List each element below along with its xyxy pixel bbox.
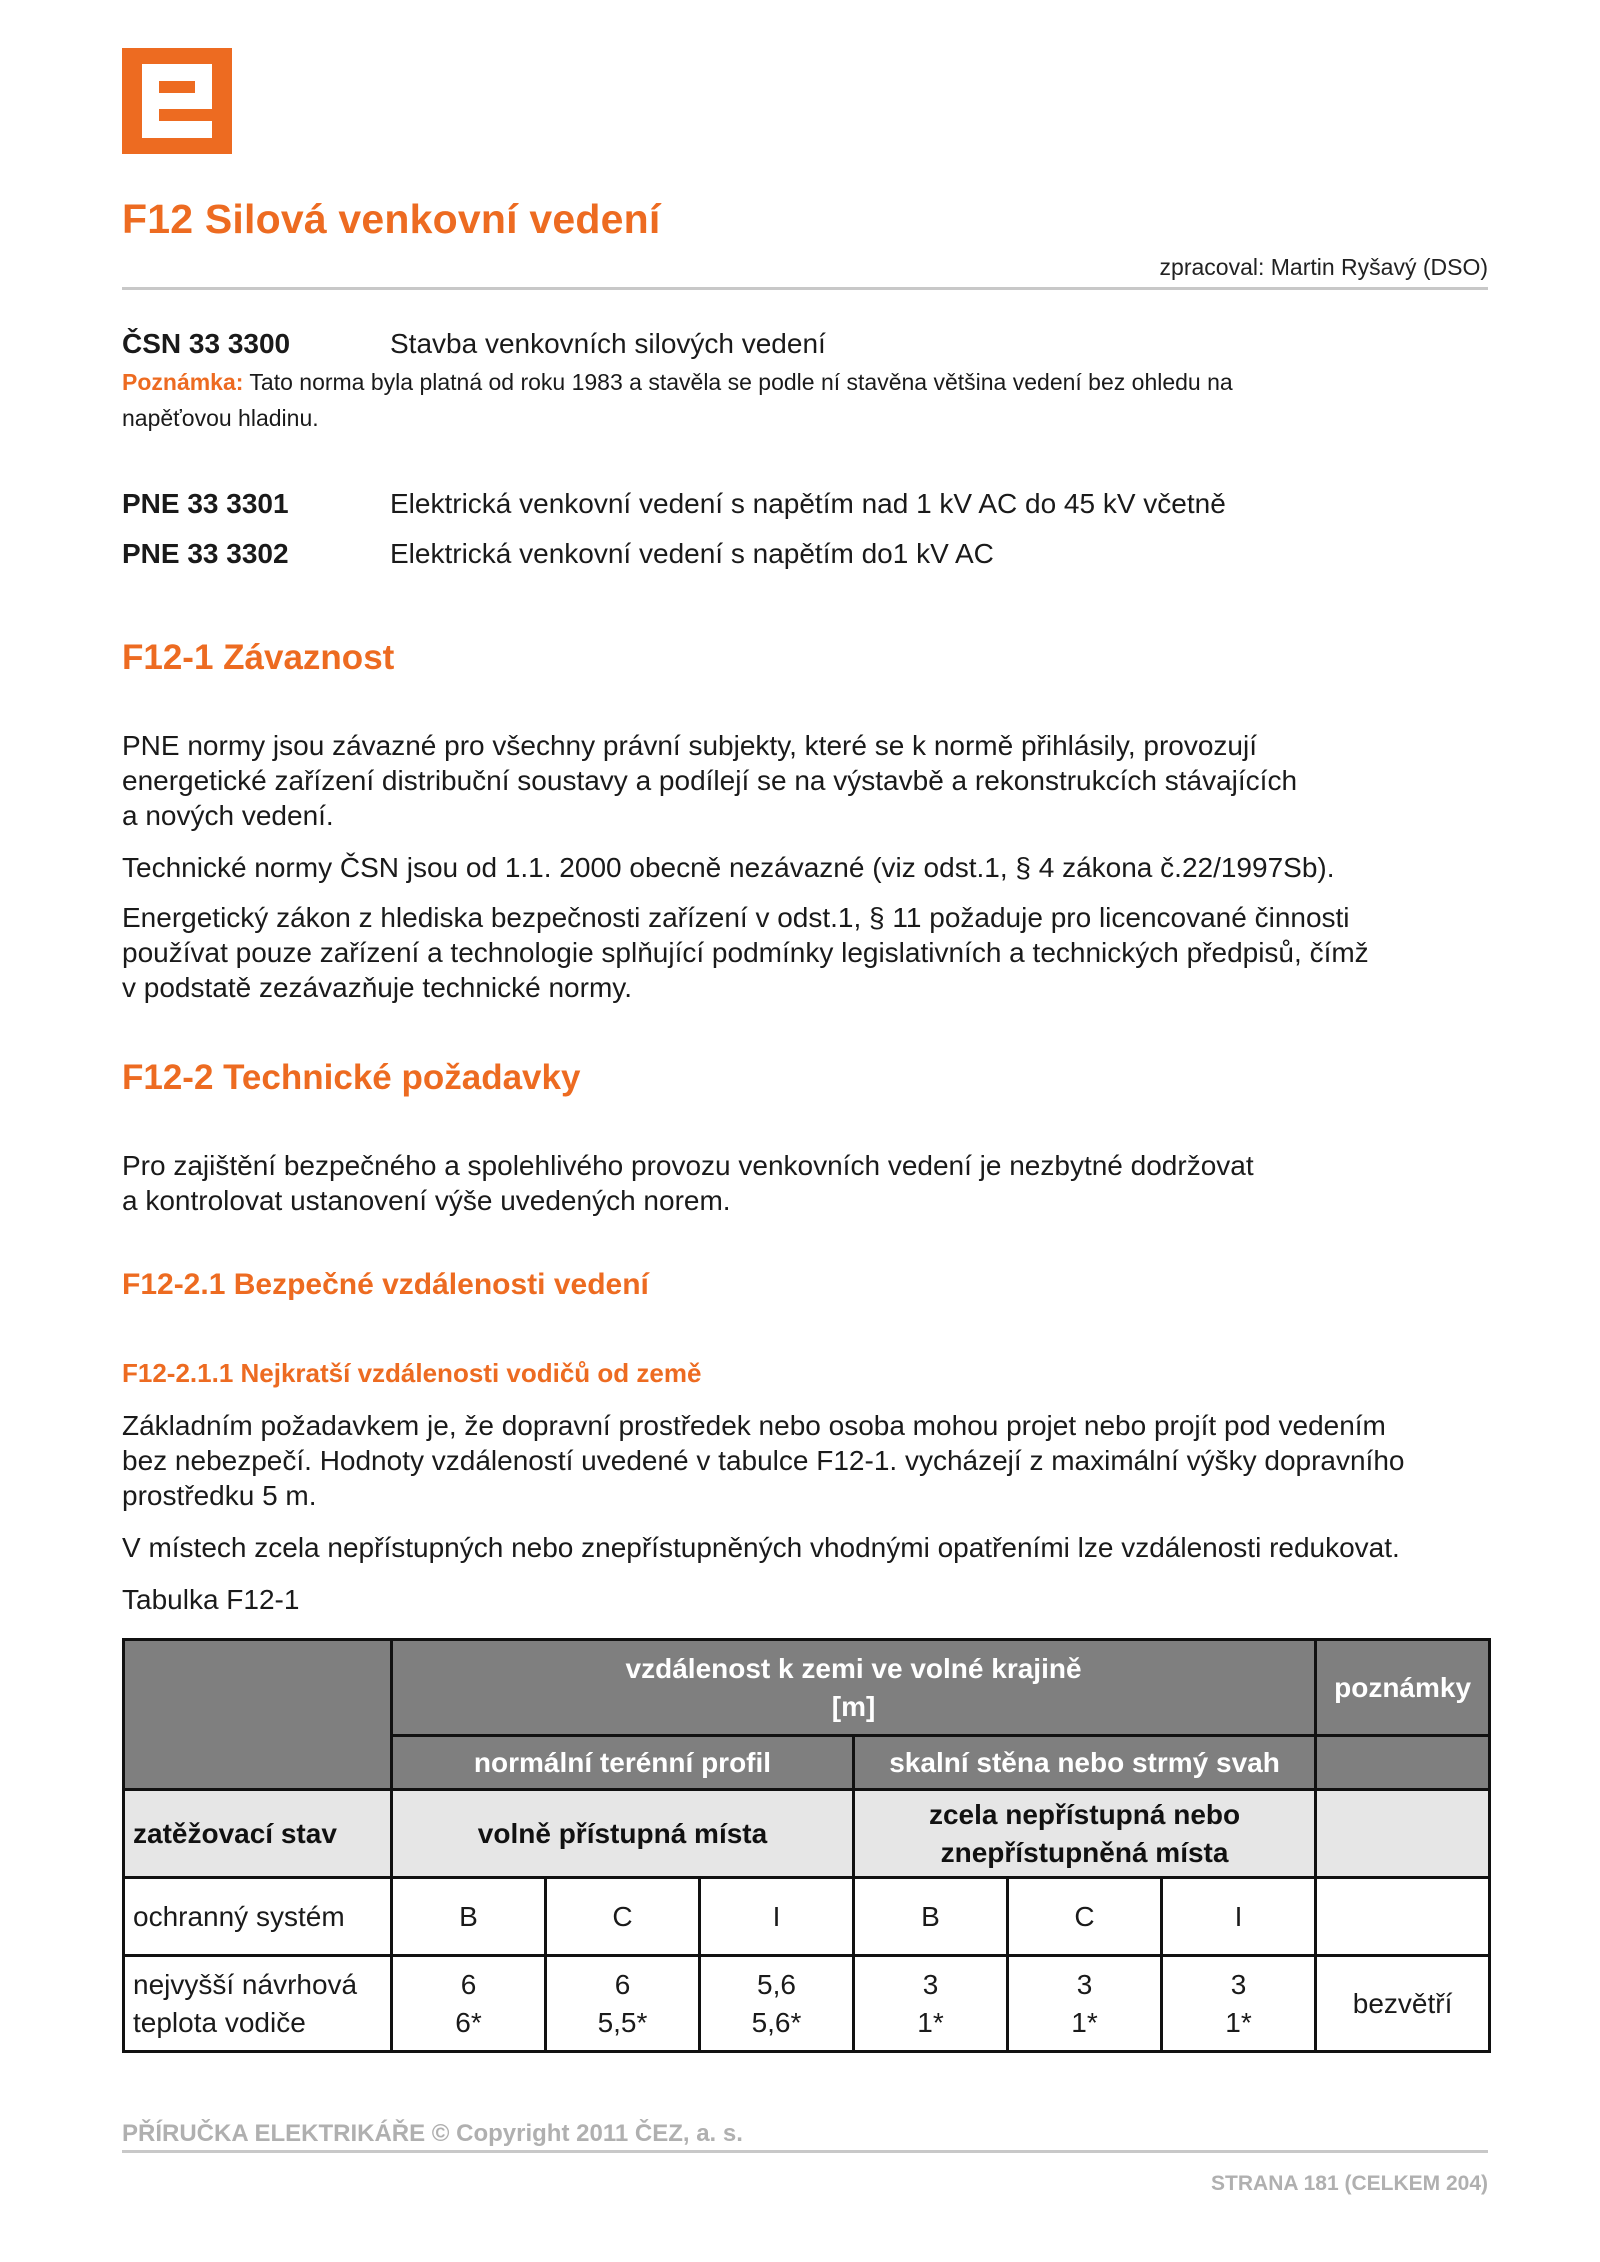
table-header-notes: poznámky: [1316, 1640, 1490, 1736]
table-cell: [1162, 1956, 1316, 2052]
section-heading-technicke-pozadavky: F12-2 Technické požadavky: [122, 1058, 581, 1097]
cell-value: 6*: [455, 2006, 482, 2038]
table-row-temperature: [124, 1956, 1490, 2052]
table-cell-note: bezvětří: [1316, 1956, 1490, 2052]
table-cell: [700, 1956, 854, 2052]
profile-normal: normální terénní profil: [392, 1736, 854, 1790]
table-corner-cell: [124, 1640, 392, 1790]
table-cell: [546, 1956, 700, 2052]
standard-name: Stavba venkovních silových vedení: [390, 328, 826, 359]
cell-value: 5,5*: [597, 2006, 648, 2038]
paragraph-line: a nových vedení.: [122, 800, 334, 831]
row-label-line: nejvyšší návrhová: [133, 1968, 358, 2000]
standard-name: Elektrická venkovní vedení s napětím nad 1 kV AC do 45 kV včetně: [390, 488, 1226, 519]
paragraph-line: v podstatě zezávazňuje technické normy.: [122, 972, 632, 1003]
paragraph: [122, 1530, 1502, 1565]
paragraph-line: bez nebezpečí. Hodnoty vzdáleností uvedené v tabulce F12-1. vycházejí z maximální výšky dopravního: [122, 1445, 1405, 1476]
footer-divider: [122, 2150, 1488, 2153]
page-title: F12 Silová venkovní vedení: [122, 196, 661, 242]
table-cell: B: [392, 1878, 546, 1956]
paragraph: [122, 1148, 1502, 1218]
notes-empty-cell: [1316, 1790, 1490, 1878]
table-cell: I: [1162, 1878, 1316, 1956]
author-line: zpracoval: Martin Ryšavý (DSO): [1159, 254, 1488, 280]
standard-code: ČSN 33 3300: [122, 328, 291, 359]
table-access-row: [124, 1790, 1490, 1878]
paragraph-line: Technické normy ČSN jsou od 1.1. 2000 obecně nezávazné (viz odst.1, § 4 zákona č.22/1997Sb).: [122, 852, 1335, 883]
header-divider: [122, 287, 1488, 290]
row-label: [124, 1956, 392, 2052]
standard-code: PNE 33 3302: [122, 538, 289, 569]
paragraph-line: Základním požadavkem je, že dopravní prostředek nebo osoba mohou projet nebo projít pod vedením: [122, 1410, 1386, 1441]
paragraph-line: a kontrolovat ustanovení výše uvedených norem.: [122, 1185, 731, 1216]
subsubsection-heading: F12-2.1.1 Nejkratší vzdálenosti vodičů od země: [122, 1358, 702, 1388]
cell-value: 5,6: [757, 1968, 796, 2000]
paragraph-line: prostředku 5 m.: [122, 1480, 317, 1511]
table-cell: C: [1008, 1878, 1162, 1956]
cell-value: 6: [614, 1968, 631, 2000]
table-cell: [392, 1956, 546, 2052]
access-closed-line: zcela nepřístupná nebo: [928, 1798, 1241, 1830]
access-free-cell: volně přístupná místa: [392, 1790, 854, 1878]
footer-copyright: PŘÍRUČKA ELEKTRIKÁŘE © Copyright 2011 ČEZ, a. s.: [122, 2120, 743, 2147]
paragraph-line: používat pouze zařízení a technologie splňující podmínky legislativních a technických předpisů, čímž: [122, 937, 1369, 968]
row-label: ochranný systém: [124, 1878, 392, 1956]
table-cell: [854, 1956, 1008, 2052]
section-heading-zavaznost: F12-1 Závaznost: [122, 638, 395, 677]
cell-value: 1*: [1225, 2006, 1252, 2038]
standard-name: Elektrická venkovní vedení s napětím do1 kV AC: [390, 538, 994, 569]
header-text: vzdálenost k zemi ve volné krajině: [625, 1652, 1082, 1684]
cell-value: 3: [1076, 1968, 1093, 2000]
cell-value: 5,6*: [751, 2006, 802, 2038]
paragraph-line: energetické zařízení distribuční soustavy a podílejí se na výstavbě a rekonstrukcích stávajících: [122, 765, 1298, 796]
subsection-heading: F12-2.1 Bezpečné vzdálenosti vedení: [122, 1268, 649, 1301]
table-cell: I: [700, 1878, 854, 1956]
paragraph-line: V místech zcela nepřístupných nebo znepřístupněných vhodnými opatřeními lze vzdálenosti redukovat.: [122, 1532, 1400, 1563]
load-state-cell: zatěžovací stav: [124, 1790, 392, 1878]
table-cell: C: [546, 1878, 700, 1956]
cez-logo-icon: [122, 48, 232, 154]
note-text-continued: napěťovou hladinu.: [122, 405, 319, 431]
footer-page-number: STRANA 181 (CELKEM 204): [1211, 2172, 1488, 2195]
note-block: [122, 364, 1502, 436]
access-closed-cell: [854, 1790, 1316, 1878]
distance-table: [122, 1638, 1491, 2053]
header-unit: [m]: [831, 1690, 876, 1722]
cell-value: 3: [1230, 1968, 1247, 2000]
table-header-row: [124, 1640, 1490, 1736]
notes-empty-cell: [1316, 1736, 1490, 1790]
cell-value: 6: [460, 1968, 477, 2000]
table-row-protection: [124, 1878, 1490, 1956]
cell-value: 1*: [917, 2006, 944, 2038]
table-cell: [1008, 1956, 1162, 2052]
paragraph: [122, 850, 1502, 885]
profile-rock: skalní stěna nebo strmý svah: [854, 1736, 1316, 1790]
paragraph: [122, 1408, 1502, 1513]
cell-value: 3: [922, 1968, 939, 2000]
table-header-distance: [392, 1640, 1316, 1736]
table-caption-text: Tabulka F12-1: [122, 1584, 300, 1615]
table-caption: [122, 1582, 1502, 1617]
paragraph: [122, 900, 1502, 1005]
paragraph-line: PNE normy jsou závazné pro všechny právní subjekty, které se k normě přihlásily, provozují: [122, 730, 1257, 761]
standard-code: PNE 33 3301: [122, 488, 289, 519]
access-closed-line: znepřístupněná místa: [940, 1836, 1229, 1868]
row-label-line: teplota vodiče: [133, 2006, 306, 2038]
table-cell: B: [854, 1878, 1008, 1956]
cell-value: 1*: [1071, 2006, 1098, 2038]
paragraph: [122, 728, 1502, 833]
table-cell: [1316, 1878, 1490, 1956]
note-text: Tato norma byla platná od roku 1983 a stavěla se podle ní stavěna většina vedení bez ohledu na: [243, 369, 1233, 395]
note-label: Poznámka:: [122, 369, 244, 395]
paragraph-line: Energetický zákon z hlediska bezpečnosti zařízení v odst.1, § 11 požaduje pro licencované činnosti: [122, 902, 1350, 933]
paragraph-line: Pro zajištění bezpečného a spolehlivého provozu venkovních vedení je nezbytné dodržovat: [122, 1150, 1254, 1181]
